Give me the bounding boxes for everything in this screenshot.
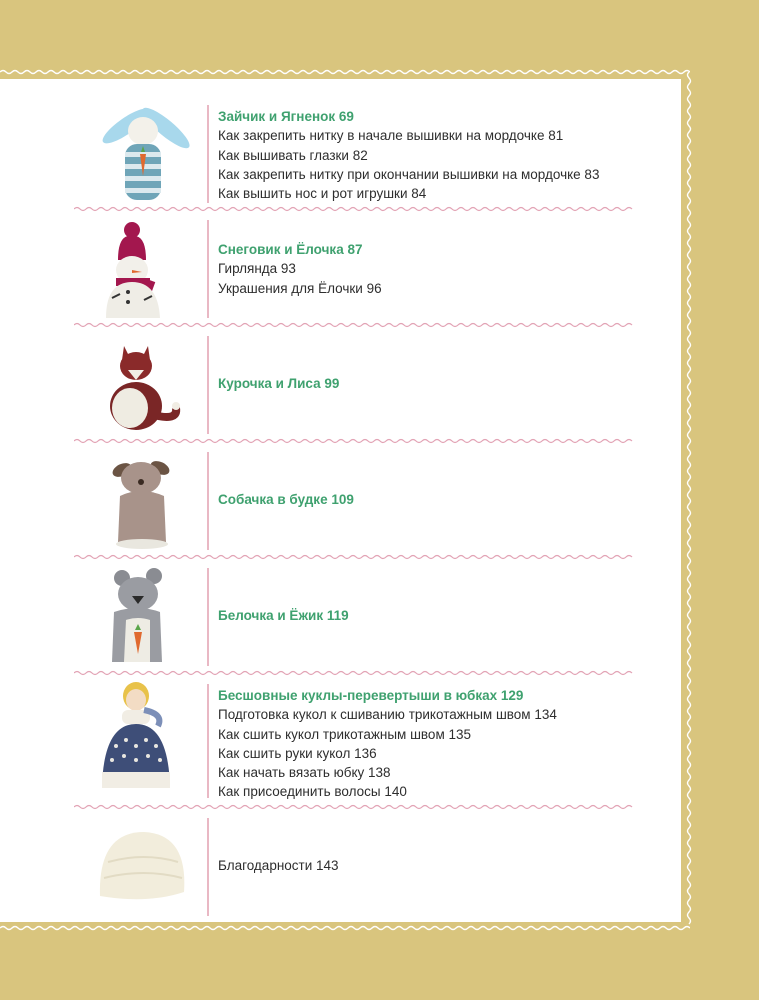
toc-section: [0, 448, 681, 548]
section-divider-line: [207, 105, 209, 203]
section-title[interactable]: Зайчик и Ягненок 69: [218, 109, 354, 124]
section-text: [218, 374, 668, 393]
toc-entry[interactable]: Подготовка кукол к сшиванию трикотажным швом 134: [218, 707, 557, 723]
section-title[interactable]: Бесшовные куклы-перевертыши в юбках 129: [218, 688, 524, 703]
section-divider-line: [207, 568, 209, 666]
wavy-separator: [74, 804, 634, 810]
toc-entry[interactable]: Благодарности 143: [218, 858, 339, 873]
wavy-separator: [74, 438, 634, 444]
toc-entry[interactable]: Как начать вязать юбку 138: [218, 765, 391, 781]
toc-entry[interactable]: Как сшить руки кукол 136: [218, 745, 377, 761]
squirrel-toy-image: [88, 566, 198, 664]
wavy-separator: [74, 554, 634, 560]
snowman-toy-image: [88, 220, 198, 318]
toc-entry[interactable]: Как сшить кукол трикотажным швом 135: [218, 726, 471, 742]
toc-entry[interactable]: Украшения для Ёлочки 96: [218, 280, 382, 296]
toc-entry[interactable]: Гирлянда 93: [218, 261, 296, 277]
toc-section: [0, 680, 681, 800]
toc-entry[interactable]: Как присоединить волосы 140: [218, 784, 407, 800]
toc-entry[interactable]: Как вышивать глазки 82: [218, 147, 368, 163]
section-text: [218, 240, 668, 298]
toc-entry[interactable]: Как закрепить нитку при окончании вышивки на мордочке 83: [218, 166, 600, 182]
section-divider-line: [207, 220, 209, 318]
section-text: [218, 606, 668, 625]
dog-toy-image: [88, 452, 198, 550]
toc-entry[interactable]: Как вышить нос и рот игрушки 84: [218, 186, 427, 202]
section-divider-line: [207, 336, 209, 434]
wavy-separator: [74, 322, 634, 328]
decorative-right-border: [686, 72, 692, 928]
section-text: [218, 856, 668, 875]
section-text: [218, 686, 668, 802]
decorative-top-border: [0, 69, 690, 75]
wavy-separator: [74, 206, 634, 212]
toc-section: [0, 564, 681, 664]
section-divider-line: [207, 452, 209, 550]
section-title[interactable]: Собачка в будке 109: [218, 492, 354, 507]
toc-section: [0, 814, 681, 914]
toc-section: [0, 101, 681, 201]
section-title[interactable]: Белочка и Ёжик 119: [218, 608, 349, 623]
section-text: [218, 107, 668, 203]
toc-entry[interactable]: Как закрепить нитку в начале вышивки на мордочке 81: [218, 128, 564, 144]
doll-toy-image: [88, 680, 198, 798]
toc-page: [0, 79, 681, 922]
section-divider-line: [207, 818, 209, 916]
fox-toy-image: [88, 336, 198, 434]
section-divider-line: [207, 684, 209, 798]
section-title[interactable]: Курочка и Лиса 99: [218, 376, 340, 391]
wavy-separator: [74, 670, 634, 676]
section-title[interactable]: Снеговик и Ёлочка 87: [218, 242, 363, 257]
decorative-bottom-border: [0, 925, 690, 931]
section-text: [218, 490, 668, 509]
toc-section: [0, 332, 681, 432]
knitted-hat-image: [88, 822, 198, 912]
toc-section: [0, 216, 681, 316]
bunny-toy-image: [88, 106, 198, 202]
